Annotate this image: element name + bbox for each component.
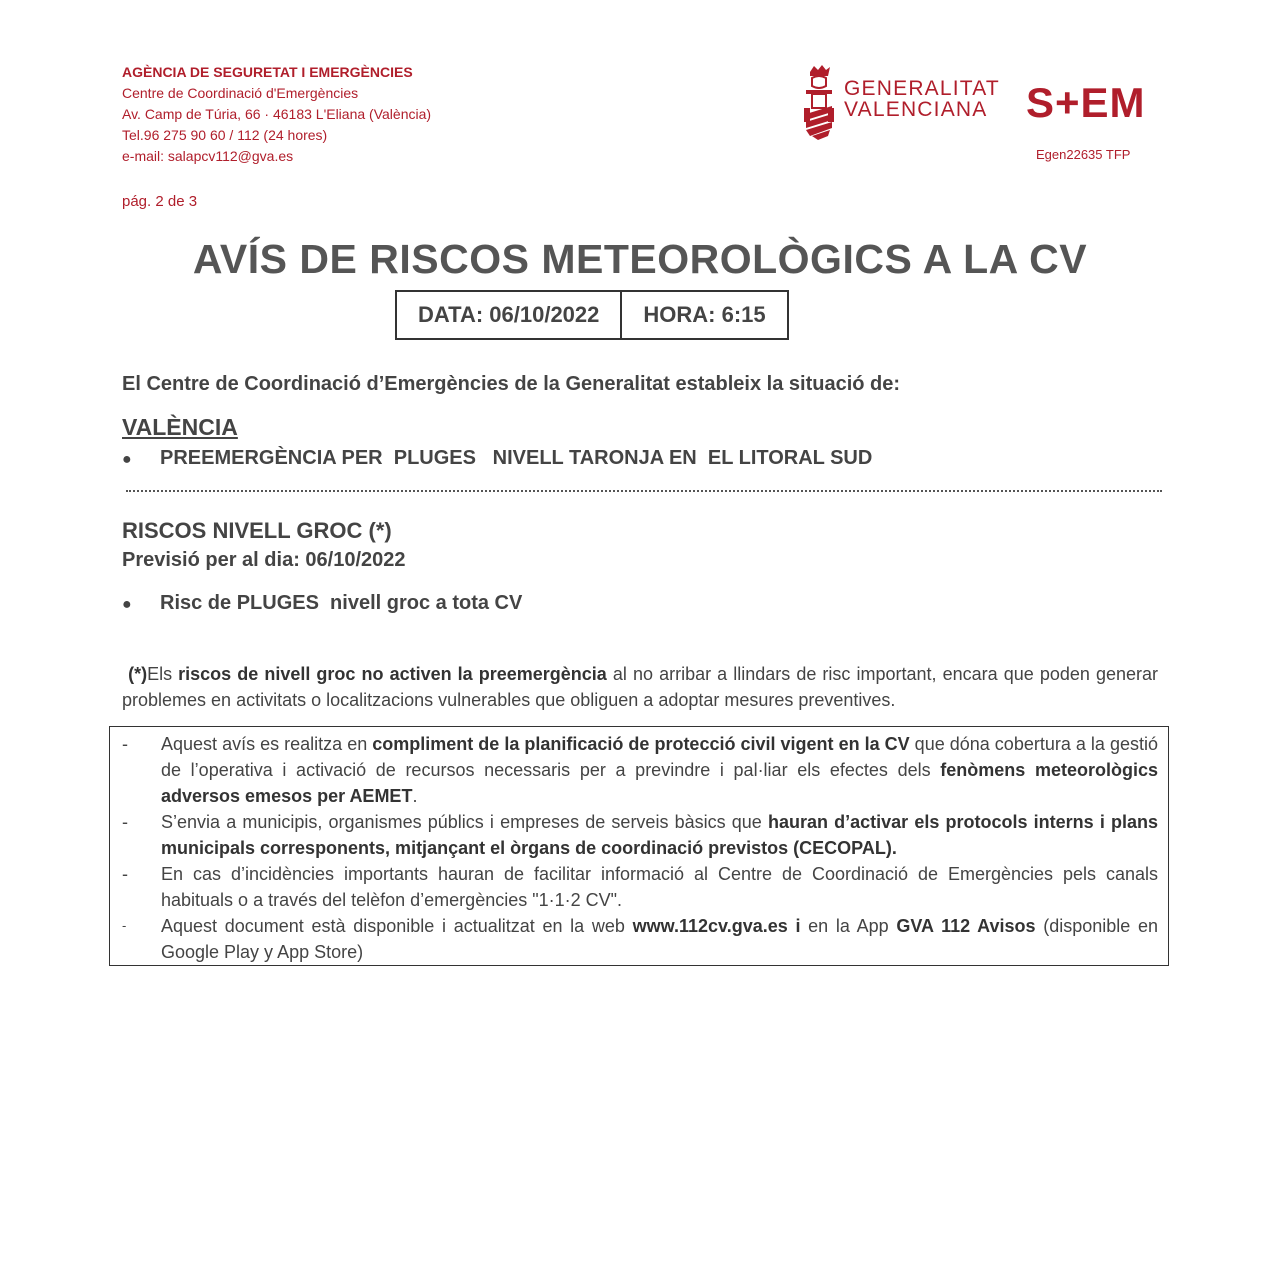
list-item [110,809,1170,861]
sem-logo: S+EM [1026,79,1146,126]
agency-phone: Tel.96 275 90 60 / 112 (24 hores) [122,127,328,143]
generalitat-crest-icon [804,64,834,140]
note-marker: (*) [128,664,148,684]
agency-center: Centre de Coordinació d'Emergències [122,85,359,101]
list-item [110,913,1170,965]
generalitat-logo [804,64,1000,140]
web-link[interactable]: www.112cv.gva.es i [632,916,801,936]
document-code: Egen22635 TFP [1036,147,1131,162]
dash-marker: - [122,734,128,754]
note-part2: al no arribar a llindars de risc important, encara que poden generar problemes en activitats o localitzacions vulnerables que obliguen a adoptar mesures preventives. [122,664,1158,710]
agency-email[interactable]: e-mail: salapcv112@gva.es [122,148,294,164]
preemergency-item [122,447,872,473]
region-heading: VALÈNCIA [122,414,238,440]
dash-marker: - [122,918,127,933]
agency-name: AGÈNCIA DE SEGURETAT I EMERGÈNCIES [122,64,413,80]
app-name: GVA 112 Avisos [896,916,1036,936]
info-text-3: En cas d’incidències importants hauran de facilitar informació al Centre de Coordinació de Emergències pels canals habituals o a través del telèfon d’emergències "1·1·2 CV". [161,864,1158,910]
list-item [110,731,1170,809]
dash-marker: - [122,812,128,832]
yellow-note [122,661,1158,713]
generalitat-wordmark [844,78,1000,120]
info-text-1: Aquest avís es realitza en compliment de la planificació de protecció civil vigent en la CV que dóna cobertura a la gestió de l’operativa i activació de recursos necessaris per a previndre i pal·liar els efectes dels fenòmens meteorològics adversos emesos per AEMET. [161,734,1159,806]
agency-address: Av. Camp de Túria, 66 · 46183 L'Eliana (València) [122,106,432,122]
info-list [110,731,1170,965]
page-title: AVÍS DE RISCOS METEOROLÒGICS A LA CV [192,236,1088,282]
yellow-risk-title: RISCOS NIVELL GROC (*) [122,518,392,543]
info-box [109,726,1169,966]
bullet-icon: ● [122,596,132,613]
generalitat-line1: GENERALITAT [844,77,1000,100]
dash-marker: - [122,864,128,884]
agency-contact [122,62,431,167]
generalitat-line2: VALENCIANA [844,98,988,121]
preemergency-text: PREEMERGÈNCIA PER PLUGES NIVELL TARONJA EN EL LITORAL SUD [160,447,873,469]
time-cell: HORA: 6:15 [620,292,786,338]
forecast-date: Previsió per al dia: 06/10/2022 [122,549,406,571]
date-time-box [395,290,789,340]
note-bold: riscos de nivell groc no activen la preemergència [178,664,607,684]
intro-text: El Centre de Coordinació d’Emergències de la Generalitat estableix la situació de: [122,373,901,395]
yellow-risk-text: Risc de PLUGES nivell groc a tota CV [160,592,523,614]
list-item [110,861,1170,913]
page-number: pág. 2 de 3 [122,193,198,210]
info-text-4: Aquest document està disponible i actualitzat en la web www.112cv.gva.es i en la App GVA 112 Avisos (disponible en Google Play y App Store) [161,916,1159,962]
info-text-2: S’envia a municipis, organismes públics i empreses de serveis bàsics que hauran d’activar els protocols interns i plans municipals corresponents, mitjançant el òrgans de coordinació previstos (CECOPAL). [161,812,1158,858]
yellow-risk-item [122,592,522,618]
date-cell: DATA: 06/10/2022 [418,302,600,327]
bullet-icon: ● [122,451,132,468]
note-part1: Els [147,664,179,684]
dotted-divider [126,490,1162,492]
